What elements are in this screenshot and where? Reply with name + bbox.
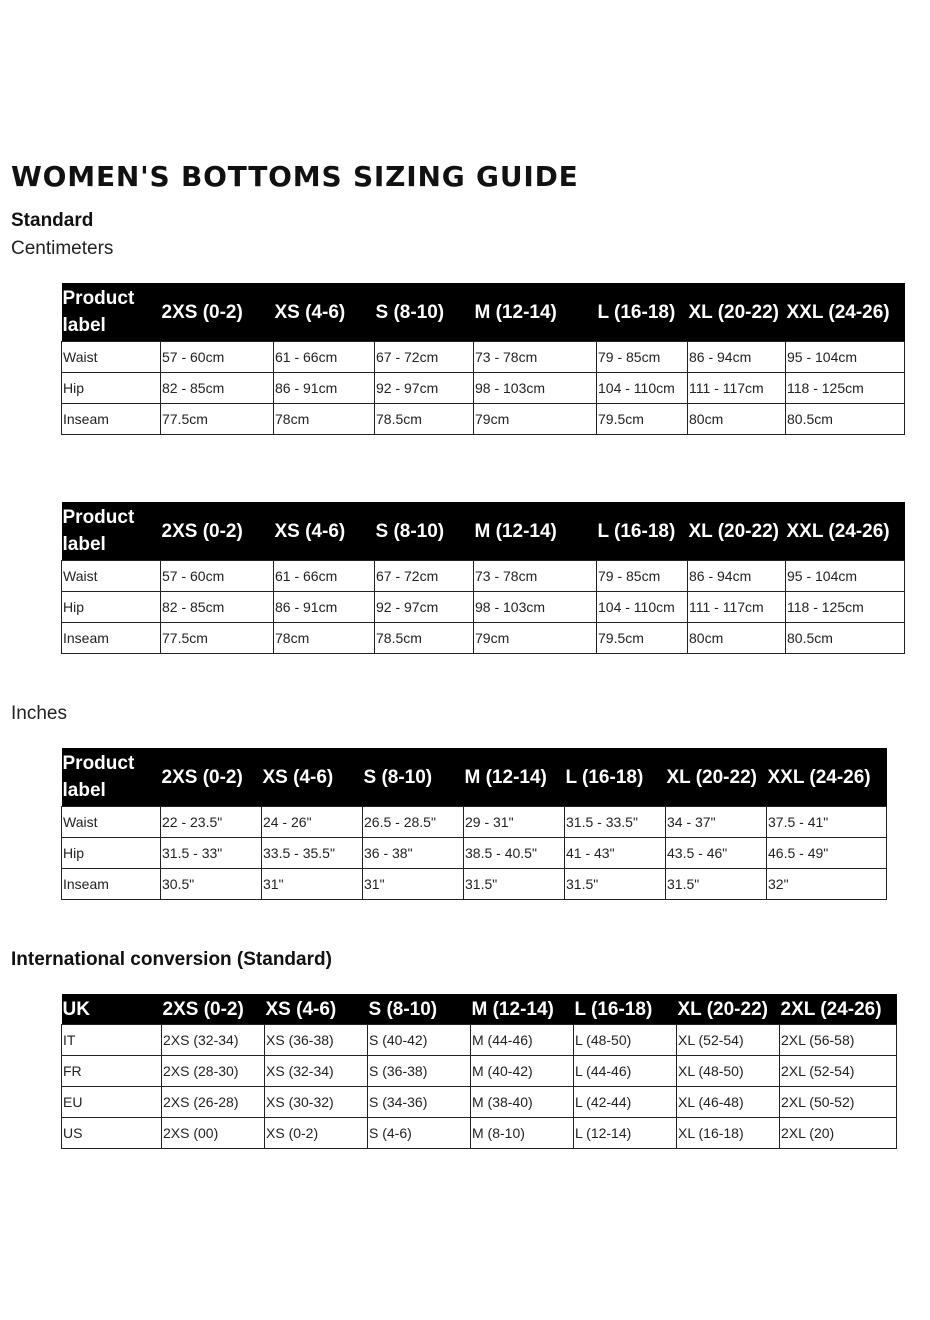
table-cell: 86 - 94cm <box>688 561 786 592</box>
table-cell: 79cm <box>474 404 597 435</box>
table-row <box>62 623 905 654</box>
row-label: Waist <box>62 807 161 838</box>
row-label: Hip <box>62 592 161 623</box>
column-header: 2XS (0-2) <box>161 502 274 561</box>
table-cell: 57 - 60cm <box>161 342 274 373</box>
table-cell: S (4-6) <box>368 1118 471 1149</box>
unit-label-centimeters: Centimeters <box>11 238 114 259</box>
table-cell: 29 - 31" <box>464 807 565 838</box>
column-header: XS (4-6) <box>274 283 375 342</box>
table-cell: 77.5cm <box>161 623 274 654</box>
table-cell: XL (52-54) <box>677 1025 780 1056</box>
table-cell: 104 - 110cm <box>597 373 688 404</box>
table-cell: 2XL (50-52) <box>780 1087 897 1118</box>
row-label: IT <box>62 1025 162 1056</box>
table-cell: 36 - 38" <box>363 838 464 869</box>
table-cell: XL (46-48) <box>677 1087 780 1118</box>
row-label: US <box>62 1118 162 1149</box>
table-cell: 31.5 - 33.5" <box>565 807 666 838</box>
table-cell: 43.5 - 46" <box>666 838 767 869</box>
row-label: Waist <box>62 561 161 592</box>
table-cell: 78cm <box>274 404 375 435</box>
table-cell: 37.5 - 41" <box>767 807 887 838</box>
table-cell: 46.5 - 49" <box>767 838 887 869</box>
table-cell: 118 - 125cm <box>786 373 905 404</box>
column-header: S (8-10) <box>368 994 471 1025</box>
table-cell: 2XL (56-58) <box>780 1025 897 1056</box>
header-row <box>62 502 905 561</box>
unit-label-inches: Inches <box>11 703 67 724</box>
table-cell: 31.5 - 33" <box>161 838 262 869</box>
column-header: XL (20-22) <box>688 283 786 342</box>
table-cell: 73 - 78cm <box>474 561 597 592</box>
column-header: XL (20-22) <box>666 748 767 807</box>
column-header: M (12-14) <box>471 994 574 1025</box>
table-cell: S (40-42) <box>368 1025 471 1056</box>
row-label: FR <box>62 1056 162 1087</box>
table-row <box>62 561 905 592</box>
column-header: Product label <box>62 283 161 342</box>
table-cell: 78.5cm <box>375 623 474 654</box>
column-header: 2XS (0-2) <box>162 994 265 1025</box>
table-cell: 30.5" <box>161 869 262 900</box>
table-cell: 57 - 60cm <box>161 561 274 592</box>
column-header: L (16-18) <box>597 502 688 561</box>
column-header: XL (20-22) <box>677 994 780 1025</box>
table-cell: 31.5" <box>666 869 767 900</box>
table-cell: 41 - 43" <box>565 838 666 869</box>
table-cell: 86 - 91cm <box>274 592 375 623</box>
column-header: S (8-10) <box>375 502 474 561</box>
table-cell: 31" <box>262 869 363 900</box>
table-cell: L (48-50) <box>574 1025 677 1056</box>
table-cell: XL (16-18) <box>677 1118 780 1149</box>
table-cell: 111 - 117cm <box>688 592 786 623</box>
table-cell: 82 - 85cm <box>161 373 274 404</box>
row-label: Inseam <box>62 404 161 435</box>
table-cell: 38.5 - 40.5" <box>464 838 565 869</box>
table-cell: 95 - 104cm <box>786 342 905 373</box>
table-cell: 61 - 66cm <box>274 342 375 373</box>
table-cell: XS (0-2) <box>265 1118 368 1149</box>
table-cell: 2XS (32-34) <box>162 1025 265 1056</box>
column-header: L (16-18) <box>574 994 677 1025</box>
table-row <box>62 404 905 435</box>
table-cell: 31.5" <box>464 869 565 900</box>
table-cell: 22 - 23.5" <box>161 807 262 838</box>
header-row <box>62 994 897 1025</box>
table-cell: L (44-46) <box>574 1056 677 1087</box>
column-header: UK <box>62 994 162 1025</box>
column-header: M (12-14) <box>474 502 597 561</box>
column-header: 2XS (0-2) <box>161 748 262 807</box>
column-header: Product label <box>62 748 161 807</box>
table-cell: 77.5cm <box>161 404 274 435</box>
table-cell: 32" <box>767 869 887 900</box>
table-cell: 2XL (20) <box>780 1118 897 1149</box>
table-cell: 80.5cm <box>786 623 905 654</box>
column-header: XXL (24-26) <box>786 502 905 561</box>
column-header: M (12-14) <box>464 748 565 807</box>
table-row <box>62 342 905 373</box>
section-heading-international: International conversion (Standard) <box>11 949 332 970</box>
table-cell: 33.5 - 35.5" <box>262 838 363 869</box>
table-cell: 73 - 78cm <box>474 342 597 373</box>
table-cell: L (12-14) <box>574 1118 677 1149</box>
table-cell: 79 - 85cm <box>597 561 688 592</box>
table-cell: 79.5cm <box>597 404 688 435</box>
size-table-centimeters-repeat <box>61 502 905 654</box>
table-cell: S (34-36) <box>368 1087 471 1118</box>
row-label: EU <box>62 1087 162 1118</box>
table-cell: 26.5 - 28.5" <box>363 807 464 838</box>
table-cell: XS (32-34) <box>265 1056 368 1087</box>
table-cell: M (40-42) <box>471 1056 574 1087</box>
table-cell: M (8-10) <box>471 1118 574 1149</box>
table-row <box>62 807 887 838</box>
table-cell: 79 - 85cm <box>597 342 688 373</box>
table-cell: 67 - 72cm <box>375 561 474 592</box>
table-cell: 2XS (28-30) <box>162 1056 265 1087</box>
table-row <box>62 1056 897 1087</box>
table-cell: 80.5cm <box>786 404 905 435</box>
table-row <box>62 1025 897 1056</box>
column-header: XS (4-6) <box>265 994 368 1025</box>
table-cell: 34 - 37" <box>666 807 767 838</box>
table-cell: 31" <box>363 869 464 900</box>
table-row <box>62 592 905 623</box>
table-cell: 104 - 110cm <box>597 592 688 623</box>
table-cell: 79.5cm <box>597 623 688 654</box>
row-label: Inseam <box>62 623 161 654</box>
header-row <box>62 748 887 807</box>
row-label: Hip <box>62 838 161 869</box>
row-label: Hip <box>62 373 161 404</box>
column-header: XL (20-22) <box>688 502 786 561</box>
table-row <box>62 838 887 869</box>
column-header: S (8-10) <box>363 748 464 807</box>
table-row <box>62 869 887 900</box>
table-cell: 79cm <box>474 623 597 654</box>
size-table-inches <box>61 748 887 900</box>
table-row <box>62 1087 897 1118</box>
table-cell: 92 - 97cm <box>375 373 474 404</box>
column-header: L (16-18) <box>597 283 688 342</box>
table-cell: 78cm <box>274 623 375 654</box>
table-cell: 2XL (52-54) <box>780 1056 897 1087</box>
table-cell: 2XS (00) <box>162 1118 265 1149</box>
table-cell: 61 - 66cm <box>274 561 375 592</box>
table-cell: M (38-40) <box>471 1087 574 1118</box>
table-cell: L (42-44) <box>574 1087 677 1118</box>
table-cell: S (36-38) <box>368 1056 471 1087</box>
column-header: M (12-14) <box>474 283 597 342</box>
column-header: XS (4-6) <box>274 502 375 561</box>
column-header: 2XS (0-2) <box>161 283 274 342</box>
table-cell: 67 - 72cm <box>375 342 474 373</box>
table-cell: 24 - 26" <box>262 807 363 838</box>
column-header: L (16-18) <box>565 748 666 807</box>
table-cell: XS (30-32) <box>265 1087 368 1118</box>
table-cell: 111 - 117cm <box>688 373 786 404</box>
column-header: 2XL (24-26) <box>780 994 897 1025</box>
table-cell: 95 - 104cm <box>786 561 905 592</box>
table-cell: 86 - 94cm <box>688 342 786 373</box>
table-cell: 118 - 125cm <box>786 592 905 623</box>
table-row <box>62 373 905 404</box>
column-header: Product label <box>62 502 161 561</box>
table-row <box>62 1118 897 1149</box>
table-cell: XL (48-50) <box>677 1056 780 1087</box>
section-heading-standard: Standard <box>11 210 94 231</box>
column-header: XXL (24-26) <box>767 748 887 807</box>
column-header: S (8-10) <box>375 283 474 342</box>
table-cell: 78.5cm <box>375 404 474 435</box>
table-cell: 2XS (26-28) <box>162 1087 265 1118</box>
size-table-centimeters <box>61 283 905 435</box>
table-cell: 80cm <box>688 404 786 435</box>
table-cell: M (44-46) <box>471 1025 574 1056</box>
table-cell: 80cm <box>688 623 786 654</box>
table-cell: 98 - 103cm <box>474 592 597 623</box>
row-label: Inseam <box>62 869 161 900</box>
column-header: XXL (24-26) <box>786 283 905 342</box>
table-cell: XS (36-38) <box>265 1025 368 1056</box>
table-cell: 31.5" <box>565 869 666 900</box>
header-row <box>62 283 905 342</box>
column-header: XS (4-6) <box>262 748 363 807</box>
international-conversion-table <box>61 994 897 1149</box>
table-cell: 98 - 103cm <box>474 373 597 404</box>
page-title: WOMEN'S BOTTOMS SIZING GUIDE <box>11 160 579 193</box>
table-cell: 82 - 85cm <box>161 592 274 623</box>
table-cell: 92 - 97cm <box>375 592 474 623</box>
table-cell: 86 - 91cm <box>274 373 375 404</box>
row-label: Waist <box>62 342 161 373</box>
